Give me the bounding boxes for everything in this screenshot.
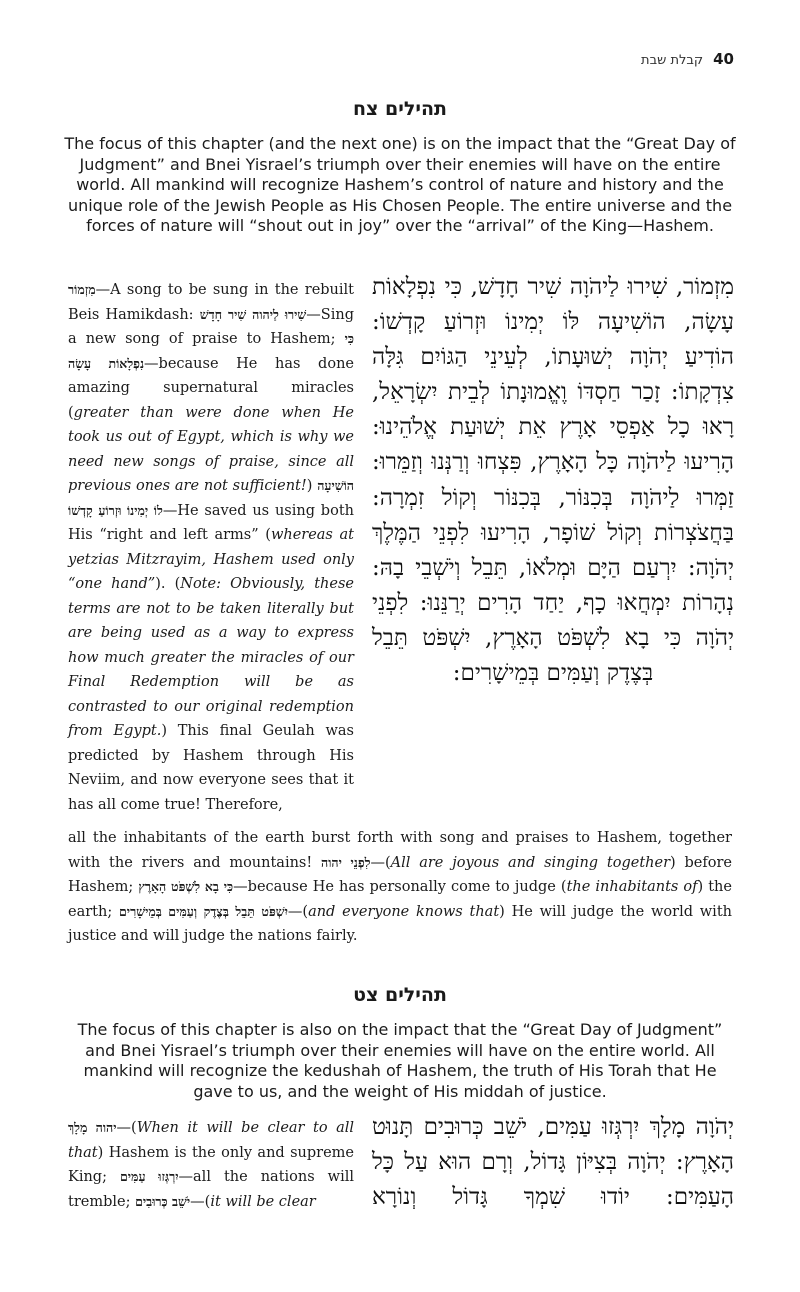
hebrew-phrase: יהוה מָלָךְ (68, 1120, 117, 1135)
commentary-98-continued (68, 826, 732, 949)
commentary-italic: whereas at yetzias Mitzrayim, Hashem used only “one hand” (68, 527, 354, 592)
hebrew-phrase: כִּי נִפְלָאוֹת עָשָׂה (68, 331, 354, 371)
commentary-text: —A song to be sung in the rebuilt Beis Hamikdash: (68, 282, 354, 323)
commentary-italic: When it will be clear to all that (68, 1120, 354, 1161)
commentary-italic: the inhabitants of (566, 879, 698, 896)
hebrew-phrase: יִשְׁפֹּט תֵּבֵל בְּצֶדֶק וְעַמִּים בְּמֵישָׁרִים (119, 903, 288, 919)
commentary-italic: Note: Obviously, these terms are not to be taken literally but are being used as a way to express how much greater the miracles of our Final Redemption will be as contrasted to our original redemption from Egypt. (68, 576, 354, 739)
commentary-text: —( (116, 1120, 137, 1136)
hebrew-phrase: שִׁירוּ לַיהוה שִׁיר חָדָשׁ (199, 306, 307, 322)
hebrew-phrase: לִפְנֵי יהוה (321, 854, 371, 870)
commentary-text: —because He has done amazing supernatural miracles ( (68, 355, 354, 421)
psalm-text-98: מִזְמוֹר, שִׁירוּ לַיהֹוָה שִׁיר חָדָשׁ, כִּי נִפְלָאוֹת עָשָׂה, הוֹשִׁיעָה לּוֹ יְמִינוֹ וּזְרוֹעַ קָדְשׁוֹ: הוֹדִיעַ יְהֹוָה יְשׁוּעָתוֹ, לְעֵינֵי הַגּוֹיִם גִּלָּה צִדְקָתוֹ: זָכַר חַסְדּוֹ וֶאֱמוּנָתוֹ לְבֵית יִשְׂרָאֵל, רָאוּ כָל אַפְסֵי אָרֶץ אֵת יְשׁוּעַת אֱלֹהֵינוּ: הָרִיעוּ לַיהֹוָה כָּל הָאָרֶץ, פִּצְחוּ וְרַנְּנוּ וְזַמֵּרוּ: זַמְּרוּ לַיהֹוָה בְּכִנּוֹר, בְּכִנּוֹר וְקוֹל זִמְרָה: בַּחֲצֹצְרוֹת וְקוֹל שׁוֹפָר, הָרִיעוּ לִפְנֵי הַמֶּלֶךְ יְהֹוָה: יִרְעַם הַיָּם וּמְלֹאוֹ, תֵּבֵל וְיֹשְׁבֵי בָהּ: נְהָרוֹת יִמְחֲאוּ כָף, יַחַד הָרִים יְרַנֵּנוּ: לִפְנֵי יְהֹוָה כִּי בָא לִשְׁפֹּט הָאָרֶץ, יִשְׁפֹּט תֵּבֵל בְּצֶדֶק וְעַמִּים בְּמֵישָׁרִים: (372, 274, 734, 687)
chapter-title-99: תהילים צט (353, 984, 447, 1006)
chapter-intro-99: The focus of this chapter is also on the impact that the “Great Day of Judgment” and Bnei Yisrael’s triumph over their enemies will have on the entire world. All mankind will recognize the kedushah of Hashem, the truth of His Torah that He gave to us, and the weight of His middah of justice. (77, 1020, 723, 1101)
commentary-text: —( (190, 1193, 211, 1210)
commentary-99 (68, 1116, 354, 1214)
commentary-text: ) This final Geulah was predicted by Hashem through His Neviim, and now everyone sees that it has all come true! Therefore, (68, 723, 354, 813)
commentary-text: ) Hashem is the only and supreme King; (68, 1144, 354, 1185)
page-number: 40 (713, 50, 734, 68)
commentary-text: —He saved us using both His “right and left arms” ( (68, 502, 354, 543)
hebrew-phrase: מִזְמוֹר (68, 282, 96, 297)
commentary-text: ). ( (155, 576, 181, 592)
hebrew-phrase: יִרְגְּזוּ עַמִּים (119, 1169, 179, 1184)
section-title: קבלת שבת (641, 53, 704, 68)
commentary-text: ) (306, 478, 318, 494)
psalm-text-99: יְהֹוָה מָלָךְ יִרְגְּזוּ עַמִּים, יֹשֵׁב כְּרוּבִים תָּנוּט הָאָרֶץ: יְהֹוָה בְּצִיּוֹן גָּדוֹל, וְרָם הוּא עַל כָּל הָעַמִּים: יוֹדוּ שִׁמְךָ גָּדוֹל וְנוֹרָא (372, 1114, 734, 1211)
commentary-text: ) the earth; (68, 879, 732, 920)
commentary-text: all the inhabitants of the earth burst forth with song and praises to Hashem, together with the rivers and mountains! (68, 830, 732, 871)
commentary-italic: and everyone knows that (308, 903, 500, 920)
commentary-text: —all the nations will tremble; (68, 1169, 354, 1210)
hebrew-phrase: הוֹשִׁיעָה לוֹ יְמִינוֹ וּזְרוֹעַ קָדְשׁוֹ (68, 478, 354, 518)
commentary-text: —( (287, 903, 309, 920)
commentary-text: ) He will judge the world with justice and will judge the nations fairly. (68, 903, 732, 945)
commentary-text: —because He has personally come to judge ( (233, 879, 567, 896)
chapter-intro-98: The focus of this chapter (and the next one) is on the impact that the “Great Day of Judgment” and Bnei Yisrael’s triumph over their enemies will have on the entire world. All mankind will recognize Hashem’s control of nature and history and the unique role of the Jewish People as His Chosen People. The entire universe and the forces of nature will “shout out in joy” over the “arrival” of the King—Hashem. (64, 134, 736, 236)
commentary-italic: All are joyous and singing together (390, 854, 671, 871)
hebrew-phrase: יֹשֵׁב כְּרוּבִים (135, 1193, 191, 1209)
running-head (641, 50, 734, 68)
commentary-text: ) before Hashem; (68, 854, 732, 896)
commentary-98 (68, 278, 354, 817)
chapter-title-98: תהילים צח (352, 98, 448, 120)
commentary-italic: greater than were done when He took us out of Egypt, which is why we need new songs of praise, since all previous ones are not sufficient! (68, 404, 354, 494)
commentary-text: —( (370, 854, 391, 871)
commentary-italic: it will be clear (210, 1193, 316, 1210)
commentary-text: —Sing a new song of praise to Hashem; (68, 306, 354, 347)
hebrew-phrase: כִּי בָא לִשְׁפֹּט הָאָרֶץ (138, 879, 234, 895)
